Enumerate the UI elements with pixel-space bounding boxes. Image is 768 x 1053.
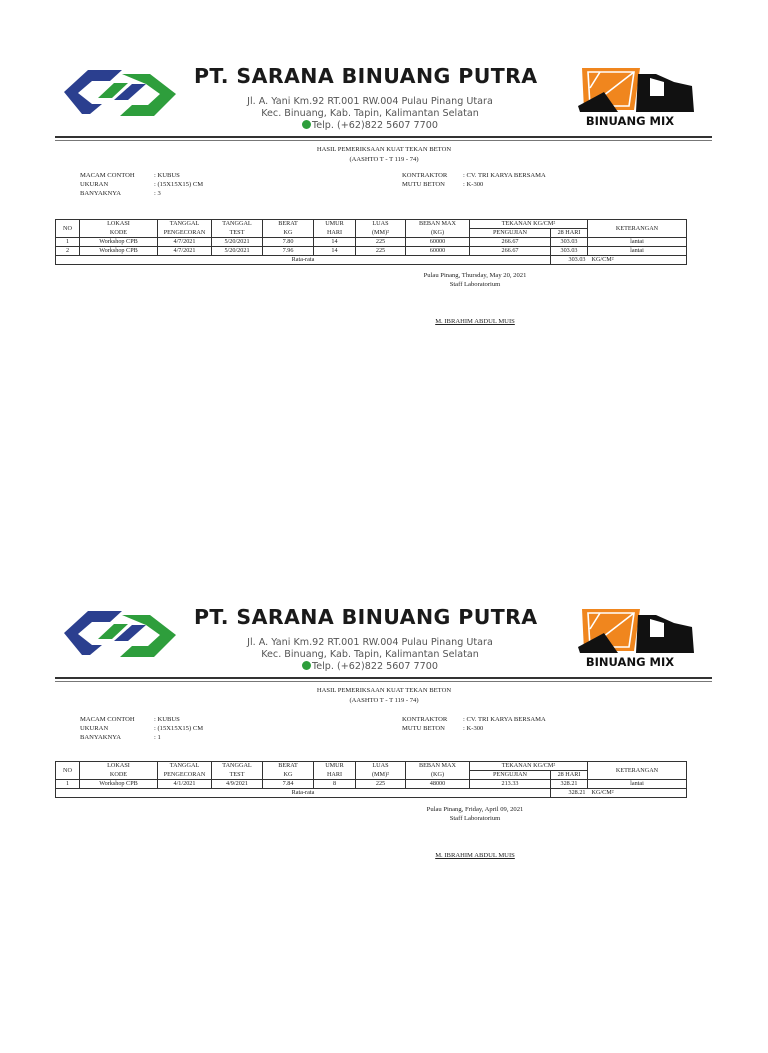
header-pengujian: PENGUJIAN xyxy=(470,771,551,780)
place-date: Pulau Pinang, Thursday, May 20, 2021 xyxy=(423,272,527,279)
cell-luas: 225 xyxy=(356,238,406,247)
macam-contoh-label: MACAM CONTOH xyxy=(80,716,135,723)
table-header-row xyxy=(56,762,687,771)
cell-umur: 14 xyxy=(314,238,356,247)
phone-line xyxy=(190,661,550,672)
header-rule xyxy=(55,677,712,679)
binuang-mix-logo-icon xyxy=(578,607,698,655)
table-row xyxy=(56,780,687,789)
cell-no: 1 xyxy=(56,780,80,789)
header-pengecoran: PENGECORAN xyxy=(158,229,212,238)
header-lokasi: LOKASI xyxy=(80,762,158,771)
report-1 xyxy=(0,0,768,512)
address-line-1: Jl. A. Yani Km.92 RT.001 RW.004 Pulau Pinang Utara xyxy=(247,96,493,107)
cell-28-hari: 328.21 xyxy=(551,780,588,789)
cell-pengecoran: 4/7/2021 xyxy=(158,238,212,247)
place-date: Pulau Pinang, Friday, April 09, 2021 xyxy=(426,806,524,813)
whatsapp-icon xyxy=(302,661,311,670)
report-subtitle: (AASHTO T - T 119 - 74) xyxy=(349,156,419,163)
cell-28-hari: 303.03 xyxy=(551,247,588,256)
brand-name: BINUANG MIX xyxy=(585,114,675,128)
header-umur: UMUR xyxy=(314,220,356,229)
cell-umur: 14 xyxy=(314,247,356,256)
header-beban-max: BEBAN MAX xyxy=(406,220,470,229)
cell-keterangan: lantai xyxy=(588,238,687,247)
average-label: Rata-rata xyxy=(56,789,551,798)
header-luas: LUAS xyxy=(356,220,406,229)
header-tanggal-test: TANGGAL xyxy=(212,762,263,771)
header-keterangan: KETERANGAN xyxy=(588,762,687,780)
staff-title: Staff Laboratorium xyxy=(449,281,501,288)
header-test: TEST xyxy=(212,771,263,780)
header-pengujian: PENGUJIAN xyxy=(470,229,551,238)
cell-beban: 48000 xyxy=(406,780,470,789)
report-2 xyxy=(0,541,768,1053)
cell-keterangan: lantai xyxy=(588,780,687,789)
average-unit: KG/CM² xyxy=(588,789,687,798)
table-row xyxy=(56,238,687,247)
header-hari: HARI xyxy=(314,771,356,780)
header-tanggal-test: TANGGAL xyxy=(212,220,263,229)
average-unit: KG/CM² xyxy=(588,256,687,265)
header-mm2: (MM)² xyxy=(356,771,406,780)
company-logo-icon xyxy=(62,605,180,665)
macam-contoh-value: : KUBUS xyxy=(154,172,180,179)
cell-pengujian: 266.67 xyxy=(470,247,551,256)
cell-test: 4/9/2021 xyxy=(212,780,263,789)
address-line-2: Kec. Binuang, Kab. Tapin, Kalimantan Selatan xyxy=(261,108,479,119)
kontraktor-label: KONTRAKTOR xyxy=(402,172,448,179)
ukuran-label: UKURAN xyxy=(80,181,109,188)
average-value: 303.03 xyxy=(551,256,588,265)
header-hari: HARI xyxy=(314,229,356,238)
cell-pengecoran: 4/7/2021 xyxy=(158,247,212,256)
cell-luas: 225 xyxy=(356,247,406,256)
header-mm2: (MM)² xyxy=(356,229,406,238)
cell-no: 1 xyxy=(56,238,80,247)
test-results-table xyxy=(55,219,687,265)
kontraktor-value: : CV. TRI KARYA BERSAMA xyxy=(463,172,546,179)
header-test: TEST xyxy=(212,229,263,238)
header-no: NO xyxy=(56,220,80,238)
mutu-beton-value: : K-300 xyxy=(463,725,484,732)
kontraktor-value: : CV. TRI KARYA BERSAMA xyxy=(463,716,546,723)
signer-name-text: M. IBRAHIM ABDUL MUIS xyxy=(435,852,515,859)
cell-luas: 225 xyxy=(356,780,406,789)
header-tekanan: TEKANAN KG/CM² xyxy=(470,220,588,229)
mutu-beton-value: : K-300 xyxy=(463,181,484,188)
header-beban-kg: (KG) xyxy=(406,229,470,238)
header-kode: KODE xyxy=(80,771,158,780)
macam-contoh-value: : KUBUS xyxy=(154,716,180,723)
cell-berat: 7.84 xyxy=(263,780,314,789)
brand-name: BINUANG MIX xyxy=(585,655,675,669)
cell-pengujian: 213.33 xyxy=(470,780,551,789)
binuang-mix-logo-icon xyxy=(578,66,698,114)
phone-line xyxy=(190,120,550,131)
header-kg: KG xyxy=(263,771,314,780)
header-berat: BERAT xyxy=(263,762,314,771)
cell-no: 2 xyxy=(56,247,80,256)
header-rule-thin xyxy=(55,681,712,682)
banyaknya-label: BANYAKNYA xyxy=(80,734,122,741)
cell-umur: 8 xyxy=(314,780,356,789)
cell-berat: 7.80 xyxy=(263,238,314,247)
cell-pengujian: 266.67 xyxy=(470,238,551,247)
report-title: HASIL PEMERIKSAAN KUAT TEKAN BETON xyxy=(316,146,452,153)
whatsapp-icon xyxy=(302,120,311,129)
header-beban-max: BEBAN MAX xyxy=(406,762,470,771)
cell-berat: 7.96 xyxy=(263,247,314,256)
header-kg: KG xyxy=(263,229,314,238)
address-line-1: Jl. A. Yani Km.92 RT.001 RW.004 Pulau Pinang Utara xyxy=(247,637,493,648)
header-28-hari: 28 HARI xyxy=(551,229,588,238)
kontraktor-label: KONTRAKTOR xyxy=(402,716,448,723)
average-value: 328.21 xyxy=(551,789,588,798)
signer-name-text: M. IBRAHIM ABDUL MUIS xyxy=(435,318,515,325)
cell-28-hari: 303.03 xyxy=(551,238,588,247)
banyaknya-label: BANYAKNYA xyxy=(80,190,122,197)
ukuran-value: : (15X15X15) CM xyxy=(154,181,204,188)
header-pengecoran: PENGECORAN xyxy=(158,771,212,780)
company-name: PT. SARANA BINUANG PUTRA xyxy=(194,64,538,88)
header-berat: BERAT xyxy=(263,220,314,229)
address-line-2: Kec. Binuang, Kab. Tapin, Kalimantan Selatan xyxy=(261,649,479,660)
signer-name xyxy=(400,852,550,859)
company-name: PT. SARANA BINUANG PUTRA xyxy=(194,605,538,629)
header-kode: KODE xyxy=(80,229,158,238)
ukuran-label: UKURAN xyxy=(80,725,109,732)
average-row xyxy=(56,256,687,265)
cell-beban: 60000 xyxy=(406,238,470,247)
header-umur: UMUR xyxy=(314,762,356,771)
header-luas: LUAS xyxy=(356,762,406,771)
signer-name xyxy=(400,318,550,325)
ukuran-value: : (15X15X15) CM xyxy=(154,725,204,732)
cell-beban: 60000 xyxy=(406,247,470,256)
cell-test: 5/20/2021 xyxy=(212,247,263,256)
mutu-beton-label: MUTU BETON xyxy=(402,181,445,188)
banyaknya-value: : 1 xyxy=(154,734,161,741)
table-header-row xyxy=(56,220,687,229)
cell-lokasi: Workshop CPB xyxy=(80,780,158,789)
phone-number: Telp. (+62)822 5607 7700 xyxy=(312,120,438,131)
table-row xyxy=(56,247,687,256)
cell-test: 5/20/2021 xyxy=(212,238,263,247)
header-tanggal-pengecoran: TANGGAL xyxy=(158,220,212,229)
mutu-beton-label: MUTU BETON xyxy=(402,725,445,732)
header-rule-thin xyxy=(55,140,712,141)
header-tanggal-pengecoran: TANGGAL xyxy=(158,762,212,771)
company-logo-icon xyxy=(62,64,180,124)
staff-title: Staff Laboratorium xyxy=(449,815,501,822)
header-keterangan: KETERANGAN xyxy=(588,220,687,238)
phone-number: Telp. (+62)822 5607 7700 xyxy=(312,661,438,672)
average-row xyxy=(56,789,687,798)
report-subtitle: (AASHTO T - T 119 - 74) xyxy=(349,697,419,704)
header-no: NO xyxy=(56,762,80,780)
test-results-table xyxy=(55,761,687,798)
header-rule xyxy=(55,136,712,138)
report-title: HASIL PEMERIKSAAN KUAT TEKAN BETON xyxy=(316,687,452,694)
header-tekanan: TEKANAN KG/CM² xyxy=(470,762,588,771)
average-label: Rata-rata xyxy=(56,256,551,265)
cell-lokasi: Workshop CPB xyxy=(80,238,158,247)
banyaknya-value: : 3 xyxy=(154,190,161,197)
macam-contoh-label: MACAM CONTOH xyxy=(80,172,135,179)
cell-pengecoran: 4/1/2021 xyxy=(158,780,212,789)
header-beban-kg: (KG) xyxy=(406,771,470,780)
header-28-hari: 28 HARI xyxy=(551,771,588,780)
cell-keterangan: lantai xyxy=(588,247,687,256)
cell-lokasi: Workshop CPB xyxy=(80,247,158,256)
header-lokasi: LOKASI xyxy=(80,220,158,229)
